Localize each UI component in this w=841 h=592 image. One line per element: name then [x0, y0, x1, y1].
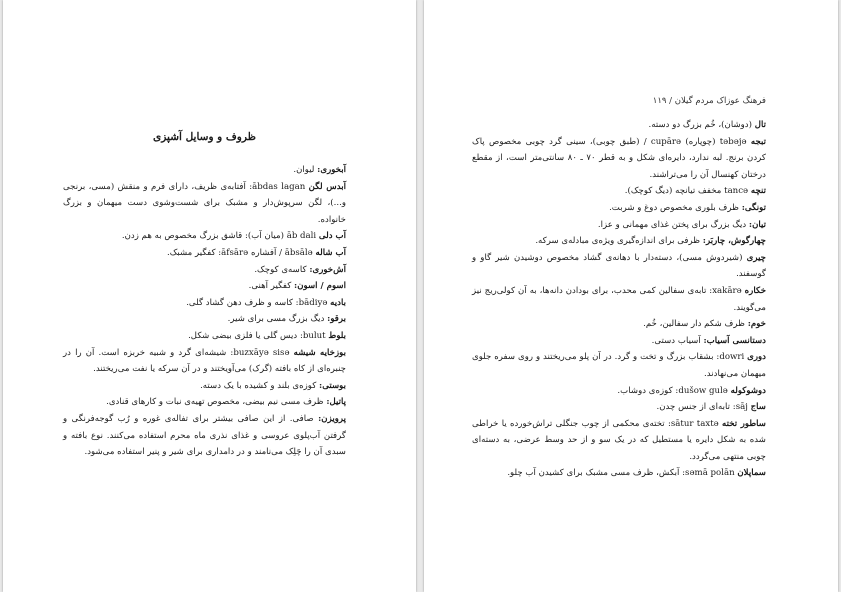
entry-text: tancə مخفف تیانچه (دیگ کوچک).: [624, 186, 751, 197]
right-column: [472, 117, 766, 482]
entry-headword: برقو:: [327, 314, 346, 325]
dictionary-entry: [472, 283, 766, 316]
entry-text: صافی. از این صافی بیشتر برای تفاله‌ی غوره و رُب گوجه‌فرنگی و گرفتن آب‌پلوی عروسی و غذای نذری ماه محرم استفاده می‌کنند. نوع بافته و سبدی آن را چَلِک می‌نامند و در دامداری برای شیر و پنیر استفاده می‌شود.: [63, 413, 346, 458]
dictionary-entry: [472, 316, 766, 333]
dictionary-entry: [472, 200, 766, 217]
dictionary-entry: [63, 328, 346, 345]
dictionary-entry: [472, 399, 766, 416]
left-page: [3, 0, 416, 592]
entry-text: دیگ بزرگ برای پختن غذای مهمانی و عزا.: [597, 219, 749, 230]
dictionary-entry: [472, 233, 766, 250]
entry-text: کفگیر آهنی.: [248, 281, 295, 292]
dictionary-entry: [63, 262, 346, 279]
entry-text: ظرف بلوری مخصوص دوغ و شربت.: [609, 202, 742, 213]
page-title: ظروف و وسایل آشپزی: [153, 131, 256, 143]
dictionary-entry: [472, 183, 766, 200]
dictionary-entry: [63, 278, 346, 295]
dictionary-entry: [63, 345, 346, 378]
entry-text: təbəjə (چوپاره) cupārə / (طبق چوبی)، سینی گرد چوبی مخصوص پاک کردن برنج. لبه ندارد، دایره‌ای شکل و به قطر ۷۰ ـ ۸۰ سانتی‌متر است، از مقطع درختان کهنسال آن را می‌تراشند.: [472, 136, 766, 180]
entry-text: کاسه‌ی کوچک.: [254, 264, 310, 275]
entry-headword: بادیه: [330, 297, 346, 308]
entry-text: (دوشان)، خُم بزرگ دو دسته.: [648, 120, 755, 130]
dictionary-entry: [472, 134, 766, 184]
entry-text: sāj: تابه‌ای از جنس چدن.: [656, 402, 751, 413]
entry-headword: بلوط: [328, 330, 346, 341]
running-header: فرهنگ عوزاک مردم گیلان / ۱۱۹: [652, 96, 766, 106]
entry-text: buzxāyə sisə: شیشه‌ای گرد و شبیه خربزه است. آن را در چنبره‌ای از کاه بافته (گرک) می‌آویختند و در آن سرکه یا نفت می‌ریختند.: [63, 347, 346, 375]
dictionary-entry: [472, 349, 766, 382]
entry-text: dowri: بشقاب بزرگ و تخت و گرد. در آن پلو می‌ریختند و روی سفره جلوی میهمان می‌نهادند.: [472, 352, 766, 379]
right-page: [424, 0, 838, 592]
entry-text: xakārə: تابه‌ی سفالین کمی محدب، برای بودادن دانه‌ها، به آن کولی‌ریج نیز می‌گویند.: [472, 285, 766, 313]
entry-headword: چیری: [746, 252, 766, 263]
entry-headword: آبخوری:: [317, 165, 346, 175]
entry-text: ābsālə / آفشاره āfsārə: کفگیر مشبک.: [167, 247, 316, 258]
entry-headword: سماپلان: [737, 468, 766, 479]
dictionary-entry: [63, 394, 346, 411]
entry-headword: بوزخایه شیشه: [293, 347, 346, 358]
dictionary-entry: [63, 411, 346, 461]
entry-headword: دستانسی آسیاب:: [703, 335, 766, 346]
entry-text: āb dali (میان آب): قاشق بزرگ مخصوص به هم زدن.: [121, 231, 319, 242]
entry-text: کوزه‌ی بلند و کشیده با یک دسته.: [200, 380, 320, 391]
entry-text: bulut: دیس گلی یا فلزی بیضی شکل.: [188, 330, 329, 341]
entry-headword: آبدس لگن: [308, 181, 346, 192]
dictionary-entry: [472, 416, 766, 466]
entry-text: لیوان.: [293, 165, 318, 175]
entry-headword: آب دلی: [318, 231, 346, 242]
dictionary-entry: [63, 228, 346, 245]
entry-text: ظرف شکم دار سفالین، خُم.: [643, 319, 748, 330]
entry-text: sātur taxtə: تخته‌ی محکمی از چوب جنگلی تراش‌خورده یا خراطی شده به شکل دایره یا مستطیل که در یک سو و از حد وسط عرضی، به دسته‌ای چوبی منتهی می‌گردد.: [472, 418, 766, 462]
dictionary-entry: [472, 383, 766, 400]
entry-headword: آش‌خوری:: [309, 264, 346, 275]
entry-headword: دوشوکوله: [730, 385, 766, 396]
entry-text: دیگ بزرگ مسی برای شیر.: [227, 314, 328, 325]
dictionary-entry: [472, 333, 766, 350]
entry-headword: پرویزن:: [318, 413, 346, 424]
dictionary-entry: [472, 117, 766, 134]
dictionary-entry: [63, 378, 346, 395]
entry-headword: تونگی:: [741, 202, 766, 213]
entry-headword: تیان:: [748, 219, 766, 230]
entry-text: ābdas lagan: آفتابه‌ی ظریف، دارای فرم و منقش (مسی، برنجی و...)، لگن سرپوش‌دار و مشبک برای شست‌وشوی دست میهمان و بزرگ خانواده.: [63, 181, 346, 225]
entry-headword: اسوم / اسون:: [294, 281, 346, 292]
entry-headword: ساج: [750, 402, 766, 413]
entry-headword: چهارگوش، چاربَر:: [702, 236, 766, 247]
entry-headword: خکاره: [744, 285, 767, 296]
entry-headword: تبجه: [750, 136, 766, 147]
dictionary-entry: [63, 179, 346, 229]
entry-headword: آب شاله: [315, 247, 346, 258]
entry-headword: تال: [754, 120, 766, 130]
entry-headword: ساطور تخته: [722, 418, 766, 429]
dictionary-entry: [63, 295, 346, 312]
entry-headword: دوری: [747, 352, 766, 363]
entry-text: آسیاب دستی.: [651, 335, 704, 346]
left-column: [63, 162, 346, 461]
dictionary-entry: [472, 465, 766, 482]
dictionary-entry: [63, 162, 346, 179]
entry-text: (شیردوش مسی)، دسته‌دار با دهانه‌ی گشاد مخصوص دوشیدن شیر گاو و گوسفند.: [472, 252, 766, 280]
dictionary-entry: [472, 250, 766, 283]
dictionary-entry: [472, 217, 766, 234]
dictionary-entry: [63, 311, 346, 328]
entry-headword: پاتیل:: [326, 397, 346, 408]
entry-text: bādiyə: کاسه و ظرف دهن گشاد گلی.: [186, 297, 331, 308]
entry-text: ظرفی برای اندازه‌گیری ویژه‌ی مبادله‌ی سرکه.: [535, 236, 703, 247]
entry-headword: بوستی:: [319, 380, 346, 391]
dictionary-entry: [63, 245, 346, 262]
entry-headword: خوم:: [747, 319, 766, 330]
entry-text: ظرف مسی نیم بیضی، مخصوص تهیه‌ی نبات و کارهای قنادی.: [106, 397, 327, 408]
entry-headword: تنچه: [750, 186, 766, 197]
entry-text: səmā polān: آبکش، ظرف مسی مشبک برای کشیدن آب چلو.: [507, 468, 738, 479]
entry-text: dušow gulə: کوزه‌ی دوشاب.: [617, 385, 731, 396]
